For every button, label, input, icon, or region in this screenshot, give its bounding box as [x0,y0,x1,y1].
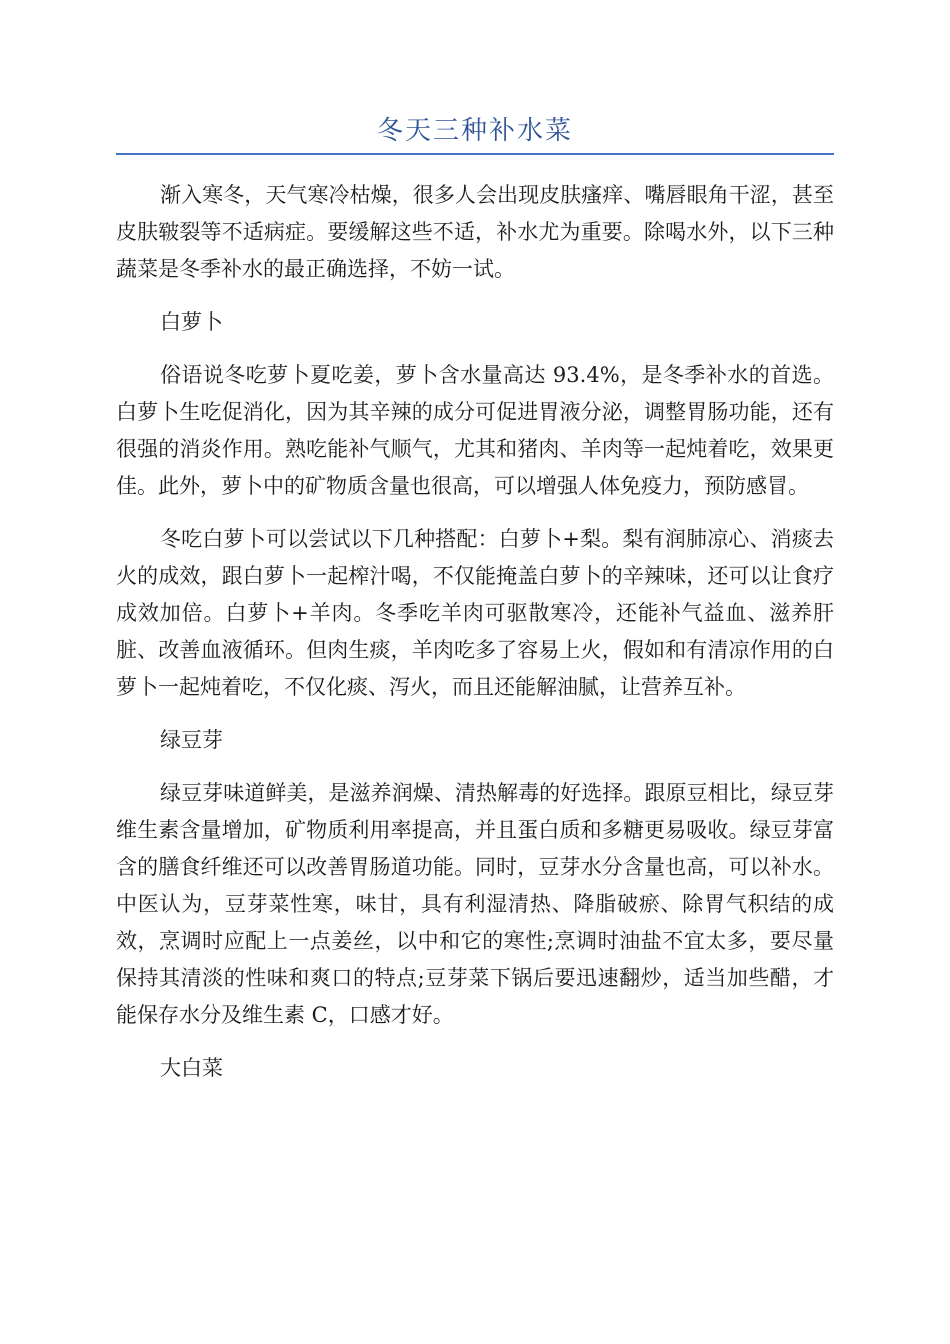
section-heading-chinese-cabbage: 大白菜 [160,1056,223,1080]
mung-bean-sprouts-paragraph: 绿豆芽味道鲜美，是滋养润燥、清热解毒的好选择。跟原豆相比，绿豆芽维生素含量增加，矿物质利用率提高，并且蛋白质和多糖更易吸收。绿豆芽富含的膳食纤维还可以改善胃肠道功能。同时，豆芽水分含量也高，可以补水。中医认为，豆芽菜性寒，味甘，具有利湿清热、降脂破瘀、除胃气积结的成效，烹调时应配上一点姜丝，以中和它的寒性;烹调时油盐不宜太多，要尽量保持其清淡的性味和爽口的特点;豆芽菜下锅后要迅速翻炒，适当加些醋，才能保存水分及维生素 C，口感才好。 [116,781,834,1027]
document-body [116,177,834,1103]
white-radish-pairing-paragraph: 冬吃白萝卜可以尝试以下几种搭配：白萝卜+梨。梨有润肺凉心、消痰去火的成效，跟白萝卜一起榨汁喝，不仅能掩盖白萝卜的辛辣味，还可以让食疗成效加倍。白萝卜+羊肉。冬季吃羊肉可驱散寒冷，还能补气益血、滋养肝脏、改善血液循环。但肉生痰，羊肉吃多了容易上火，假如和有清凉作用的白萝卜一起炖着吃，不仅化痰、泻火，而且还能解油腻，让营养互补。 [116,527,834,699]
section-heading-mung-bean-sprouts: 绿豆芽 [160,728,223,752]
white-radish-paragraph: 俗语说冬吃萝卜夏吃姜，萝卜含水量高达 93.4%，是冬季补水的首选。白萝卜生吃促消化，因为其辛辣的成分可促进胃液分泌，调整胃肠功能，还有很强的消炎作用。熟吃能补气顺气，尤其和猪肉、羊肉等一起炖着吃，效果更佳。此外，萝卜中的矿物质含量也很高，可以增强人体免疫力，预防感冒。 [116,363,834,498]
intro-paragraph: 渐入寒冬，天气寒冷枯燥，很多人会出现皮肤瘙痒、嘴唇眼角干涩，甚至皮肤皲裂等不适病症。要缓解这些不适，补水尤为重要。除喝水外，以下三种蔬菜是冬季补水的最正确选择，不妨一试。 [116,183,834,281]
section-heading-white-radish: 白萝卜 [160,310,223,334]
title-underline [116,153,834,155]
document-title: 冬天三种补水菜 [376,116,573,146]
